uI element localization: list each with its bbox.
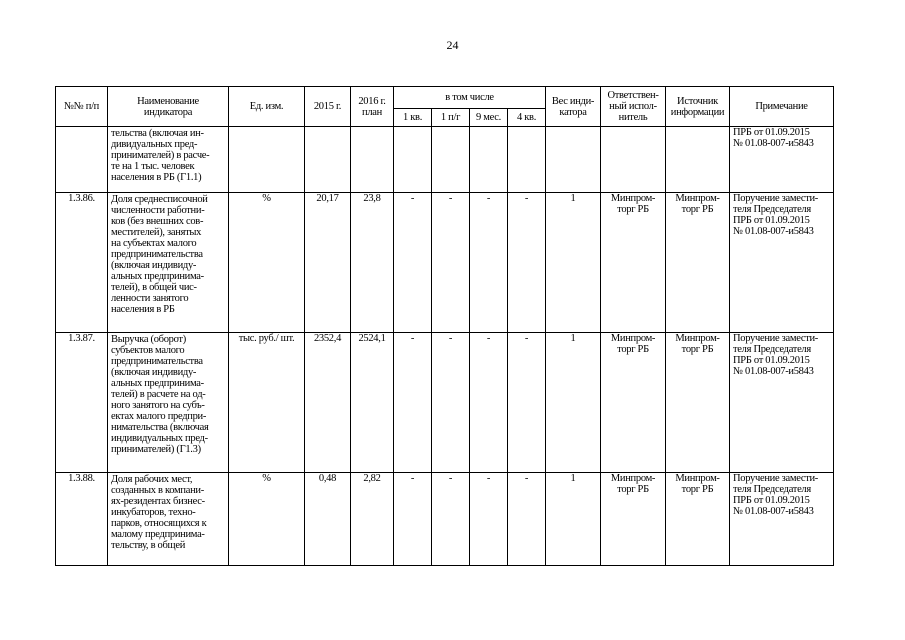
row-resp: Минпром- торг РБ — [601, 193, 666, 333]
header-9m: 9 мес. — [470, 109, 508, 127]
row-source: Минпром- торг РБ — [666, 333, 730, 473]
header-unit: Ед. изм. — [229, 87, 305, 127]
row-h1: - — [432, 473, 470, 566]
row-note: Поручение замести- теля Председателя ПРБ от 01.09.2015 № 01.08-007-и5843 — [730, 333, 834, 473]
table-row — [56, 193, 834, 333]
row-unit: % — [229, 193, 305, 333]
page-number: 24 — [446, 38, 459, 52]
header-incl: в том числе — [394, 87, 546, 109]
row-2016 — [351, 127, 394, 193]
header-name: Наименование индикатора — [108, 87, 229, 127]
row-resp: Минпром- торг РБ — [601, 473, 666, 566]
row-q4: - — [508, 333, 546, 473]
row-9m: - — [470, 473, 508, 566]
row-9m: - — [470, 333, 508, 473]
row-weight: 1 — [546, 193, 601, 333]
row-q1: - — [394, 473, 432, 566]
row-h1: - — [432, 193, 470, 333]
header-q4: 4 кв. — [508, 109, 546, 127]
row-2015: 0,48 — [305, 473, 351, 566]
row-num: 1.3.87. — [56, 333, 108, 473]
row-2015: 20,17 — [305, 193, 351, 333]
row-9m — [470, 127, 508, 193]
row-q1: - — [394, 193, 432, 333]
header-weight: Вес инди- катора — [546, 87, 601, 127]
row-weight: 1 — [546, 333, 601, 473]
row-unit — [229, 127, 305, 193]
header-resp: Ответствен- ный испол- нитель — [601, 87, 666, 127]
row-9m: - — [470, 193, 508, 333]
header-source: Источник информации — [666, 87, 730, 127]
header-2016: 2016 г. план — [351, 87, 394, 127]
row-q4 — [508, 127, 546, 193]
row-q1: - — [394, 333, 432, 473]
row-q1 — [394, 127, 432, 193]
table-row — [56, 127, 834, 193]
header-num: №№ п/п — [56, 87, 108, 127]
header-q1: 1 кв. — [394, 109, 432, 127]
row-2016: 2524,1 — [351, 333, 394, 473]
row-weight: 1 — [546, 473, 601, 566]
row-source: Минпром- торг РБ — [666, 473, 730, 566]
row-weight — [546, 127, 601, 193]
row-2016: 2,82 — [351, 473, 394, 566]
row-num: 1.3.86. — [56, 193, 108, 333]
row-2015: 2352,4 — [305, 333, 351, 473]
row-name: Выручка (оборот) субъектов малого предпринимательства (включая индивиду- альных предпринима- телей) в расчете на од- ного занятого на субъ- ектах малого предпри- нимательства (включая индивидуальных пред- принимателей) (Г1.3) — [108, 333, 229, 473]
row-num — [56, 127, 108, 193]
indicators-table — [55, 86, 834, 566]
table-row — [56, 473, 834, 566]
row-2015 — [305, 127, 351, 193]
row-h1: - — [432, 333, 470, 473]
row-num: 1.3.88. — [56, 473, 108, 566]
header-h1: 1 п/г — [432, 109, 470, 127]
row-h1 — [432, 127, 470, 193]
row-note: Поручение замести- теля Председателя ПРБ от 01.09.2015 № 01.08-007-и5843 — [730, 193, 834, 333]
row-unit: % — [229, 473, 305, 566]
header-note: Примечание — [730, 87, 834, 127]
row-resp — [601, 127, 666, 193]
table-row — [56, 333, 834, 473]
row-source: Минпром- торг РБ — [666, 193, 730, 333]
row-source — [666, 127, 730, 193]
row-note: Поручение замести- теля Председателя ПРБ от 01.09.2015 № 01.08-007-и5843 — [730, 473, 834, 566]
row-resp: Минпром- торг РБ — [601, 333, 666, 473]
row-q4: - — [508, 473, 546, 566]
row-note: ПРБ от 01.09.2015 № 01.08-007-и5843 — [730, 127, 834, 193]
row-name: тельства (включая ин- дивидуальных пред- принимателей) в расче- те на 1 тыс. человек населения в РБ (Г1.1) — [108, 127, 229, 193]
row-unit: тыс. руб./ шт. — [229, 333, 305, 473]
row-name: Доля рабочих мест, созданных в компани- ях-резидентах бизнес- инкубаторов, техно- парков, относящихся к малому предпринима- тельству, в общей — [108, 473, 229, 566]
row-name: Доля среднесписочной численности работни- ков (без внешних сов- местителей), занятых на субъектах малого предпринимательства (включая индивиду- альных предпринима- телей), в общей чис- ленности занятого населения в РБ — [108, 193, 229, 333]
row-2016: 23,8 — [351, 193, 394, 333]
row-q4: - — [508, 193, 546, 333]
header-2015: 2015 г. — [305, 87, 351, 127]
